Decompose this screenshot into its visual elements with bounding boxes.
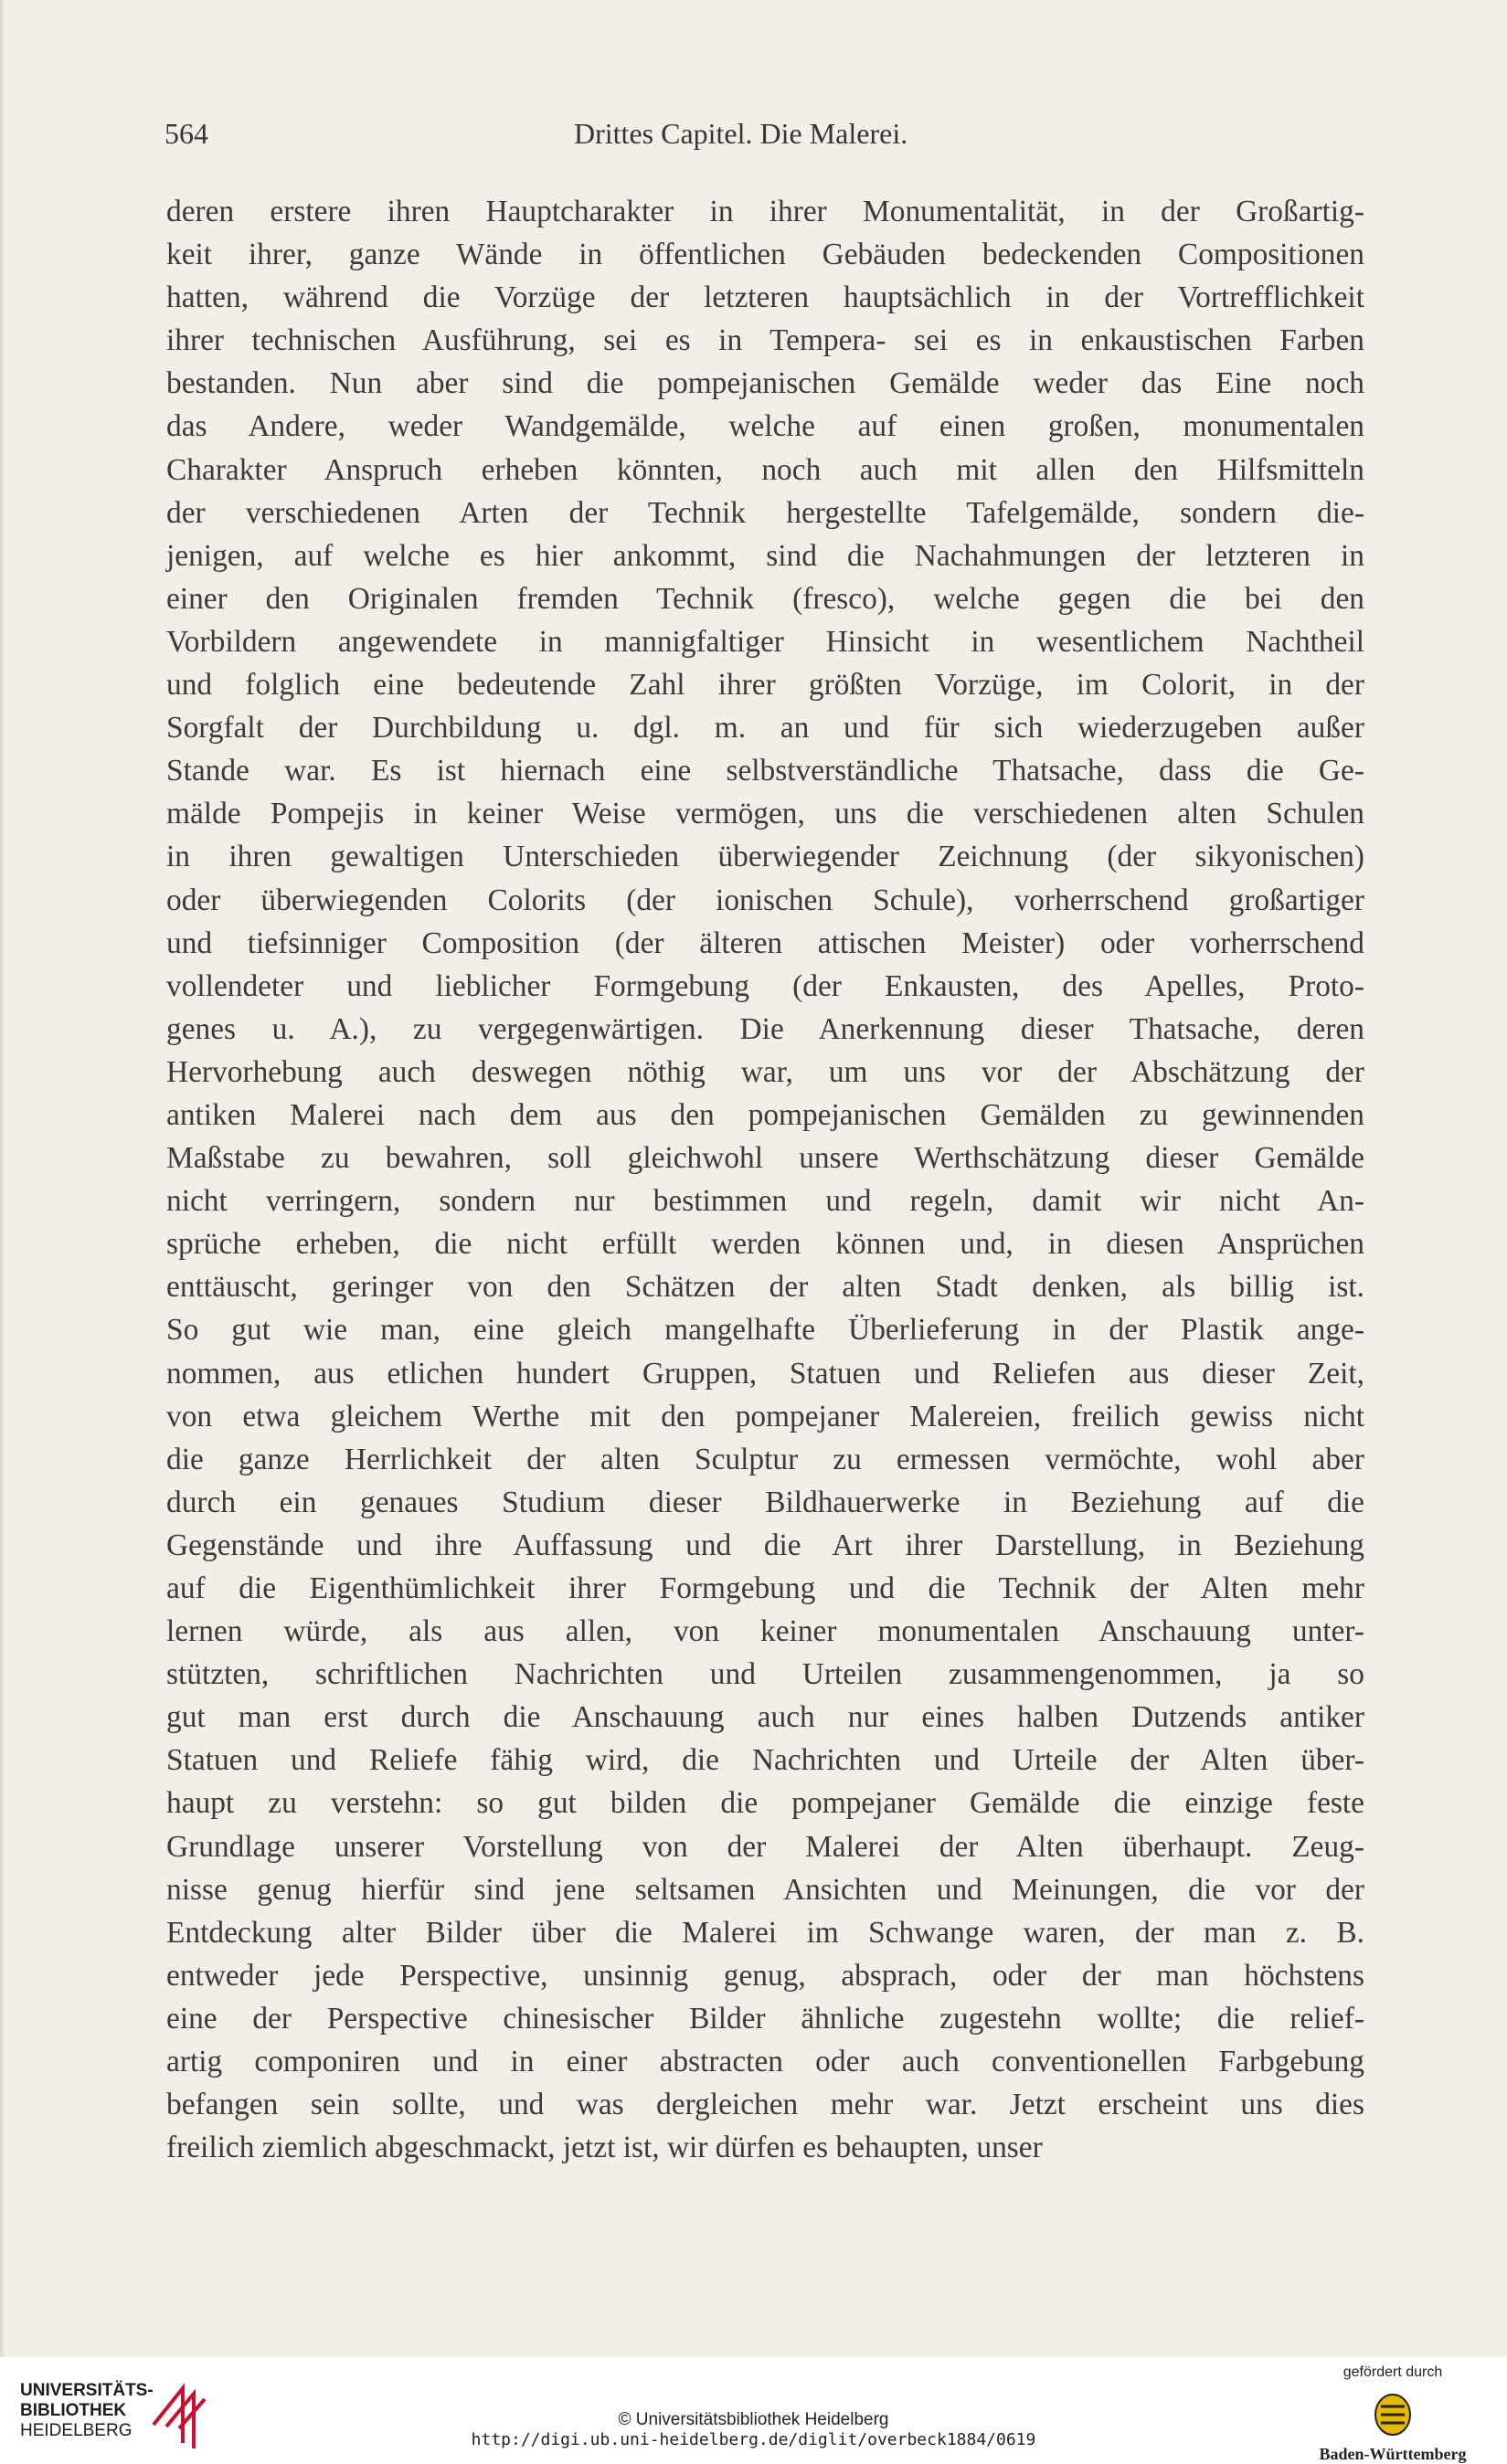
- text-line: lernen würde, als aus allen, von keiner monumentalen Anschauung unter-: [166, 1614, 1364, 1649]
- text-line: artig componiren und in einer abstracten oder auch conventionellen Farbgebung: [166, 2045, 1364, 2079]
- text-line: genes u. A.), zu vergegenwärtigen. Die Anerkennung dieser Thatsache, deren: [166, 1011, 1364, 1046]
- text-line: und folglich eine bedeutende Zahl ihrer größten Vorzüge, im Colorit, in der: [166, 668, 1364, 703]
- text-line: die ganze Herrlichkeit der alten Sculptur zu ermessen vermöchte, wohl aber: [166, 1442, 1364, 1476]
- text-line: gut man erst durch die Anschauung auch nur eines halben Dutzends antiker: [166, 1700, 1364, 1735]
- text-line: Maßstabe zu bewahren, soll gleichwohl unsere Werthschätzung dieser Gemälde: [166, 1141, 1364, 1176]
- page-number: 564: [164, 117, 208, 150]
- text-line: stützten, schriftlichen Nachrichten und Urteilen zusammengenommen, ja so: [166, 1657, 1364, 1692]
- text-line: entweder jede Perspective, unsinnig genug, absprach, oder der man höchstens: [166, 1958, 1364, 1993]
- text-line: deren erstere ihren Hauptcharakter in ihrer Monumentalität, in der Großartig-: [166, 195, 1364, 228]
- text-line: bestanden. Nun aber sind die pompejanischen Gemälde weder das Eine noch: [166, 366, 1364, 401]
- text-line: haupt zu verstehn: so gut bilden die pompejaner Gemälde die einzige feste: [166, 1786, 1364, 1821]
- text-line: nisse genug hierfür sind jene seltsamen Ansichten und Meinungen, die vor der: [166, 1872, 1364, 1907]
- library-name-line2: BIBLIOTHEK: [20, 2401, 127, 2420]
- text-line: vollendeter und lieblicher Formgebung (der Enkausten, des Apelles, Proto-: [166, 968, 1364, 1003]
- text-line: ihrer technischen Ausführung, sei es in Tempera- sei es in enkaustischen Farben: [166, 323, 1364, 358]
- copyright-text: © Universitätsbibliothek Heidelberg: [618, 2410, 889, 2429]
- text-line: Sorgfalt der Durchbildung u. dgl. m. an und für sich wiederzugeben außer: [166, 711, 1364, 746]
- text-line: und tiefsinniger Composition (der älteren attischen Meister) oder vorherrschend: [166, 925, 1364, 960]
- text-line: hatten, während die Vorzüge der letzteren hauptsächlich in der Vortrefflichkeit: [166, 280, 1364, 315]
- text-line: jenigen, auf welche es hier ankommt, sind die Nachahmungen der letzteren in: [166, 538, 1364, 573]
- text-line: eine der Perspective chinesischer Bilder ähnliche zugestehn wollte; die relief-: [166, 2001, 1364, 2036]
- text-line: einer den Originalen fremden Technik (fresco), welche gegen die bei den: [166, 581, 1364, 616]
- sponsor-block: [1306, 2364, 1480, 2463]
- text-line: Vorbildern angewendete in mannigfaltiger Hinsicht in wesentlichem Nachtheil: [166, 624, 1364, 659]
- library-name-line3: HEIDELBERG: [20, 2421, 133, 2440]
- footer-bar: [0, 2357, 1507, 2464]
- text-line: So gut wie man, eine gleich mangelhafte Überlieferung in der Plastik ange-: [166, 1313, 1364, 1348]
- text-line: von etwa gleichem Werthe mit den pompejaner Malereien, freilich gewiss nicht: [166, 1399, 1364, 1433]
- library-name-line1: UNIVERSITÄTS-: [20, 2381, 154, 2400]
- copyright-block: [0, 2410, 1507, 2450]
- text-line: Charakter Anspruch erheben könnten, noch auch mit allen den Hilfsmitteln: [166, 452, 1364, 487]
- text-line: Grundlage unserer Vorstellung von der Malerei der Alten überhaupt. Zeug-: [166, 1829, 1364, 1864]
- text-line: mälde Pompejis in keiner Weise vermögen, uns die verschiedenen alten Schulen: [166, 797, 1364, 831]
- state-crest-icon: [1374, 2392, 1412, 2438]
- text-line: Hervorhebung auch deswegen nöthig war, um uns vor der Abschätzung der: [166, 1054, 1364, 1089]
- text-line: keit ihrer, ganze Wände in öffentlichen Gebäuden bedeckenden Compositionen: [166, 238, 1364, 272]
- text-line: nommen, aus etlichen hundert Gruppen, Statuen und Reliefen aus dieser Zeit,: [166, 1356, 1364, 1391]
- text-line: befangen sein sollte, und was dergleichen mehr war. Jetzt erscheint uns dies: [166, 2088, 1364, 2122]
- text-line: oder überwiegenden Colorits (der ionischen Schule), vorherrschend großartiger: [166, 883, 1364, 917]
- permalink-url[interactable]: http://digi.ub.uni-heidelberg.de/diglit/overbeck1884/0619: [471, 2430, 1036, 2449]
- chapter-title: Drittes Capitel. Die Malerei.: [574, 117, 908, 150]
- body-text: [166, 190, 1364, 2169]
- text-line: Statuen und Reliefe fähig wird, die Nachrichten und Urteile der Alten über-: [166, 1743, 1364, 1778]
- text-line: Entdeckung alter Bilder über die Malerei im Schwange waren, der man z. B.: [166, 1915, 1364, 1950]
- text-line: enttäuscht, geringer von den Schätzen der alten Stadt denken, als billig ist.: [166, 1270, 1364, 1305]
- sponsor-label: gefördert durch: [1343, 2364, 1443, 2380]
- text-line: Stande war. Es ist hiernach eine selbstverständliche Thatsache, dass die Ge-: [166, 754, 1364, 788]
- sponsor-state: Baden-Württemberg: [1319, 2445, 1467, 2463]
- text-line: auf die Eigenthümlichkeit ihrer Formgebung und die Technik der Alten mehr: [166, 1571, 1364, 1605]
- text-line: der verschiedenen Arten der Technik hergestellte Tafelgemälde, sondern die-: [166, 495, 1364, 530]
- text-line: antiken Malerei nach dem aus den pompejanischen Gemälden zu gewinnenden: [166, 1097, 1364, 1132]
- text-line: das Andere, weder Wandgemälde, welche auf einen großen, monumentalen: [166, 409, 1364, 444]
- text-line: sprüche erheben, die nicht erfüllt werden können und, in diesen Ansprüchen: [166, 1227, 1364, 1262]
- text-line: nicht verringern, sondern nur bestimmen und regeln, damit wir nicht An-: [166, 1184, 1364, 1219]
- text-line: Gegenstände und ihre Auffassung und die Art ihrer Darstellung, in Beziehung: [166, 1528, 1364, 1562]
- text-line: in ihren gewaltigen Unterschieden überwiegender Zeichnung (der sikyonischen): [166, 840, 1364, 874]
- text-line: freilich ziemlich abgeschmackt, jetzt ist, wir dürfen es behaupten, unser: [166, 2131, 1043, 2165]
- text-line: durch ein genaues Studium dieser Bildhauerwerke in Beziehung auf die: [166, 1485, 1364, 1519]
